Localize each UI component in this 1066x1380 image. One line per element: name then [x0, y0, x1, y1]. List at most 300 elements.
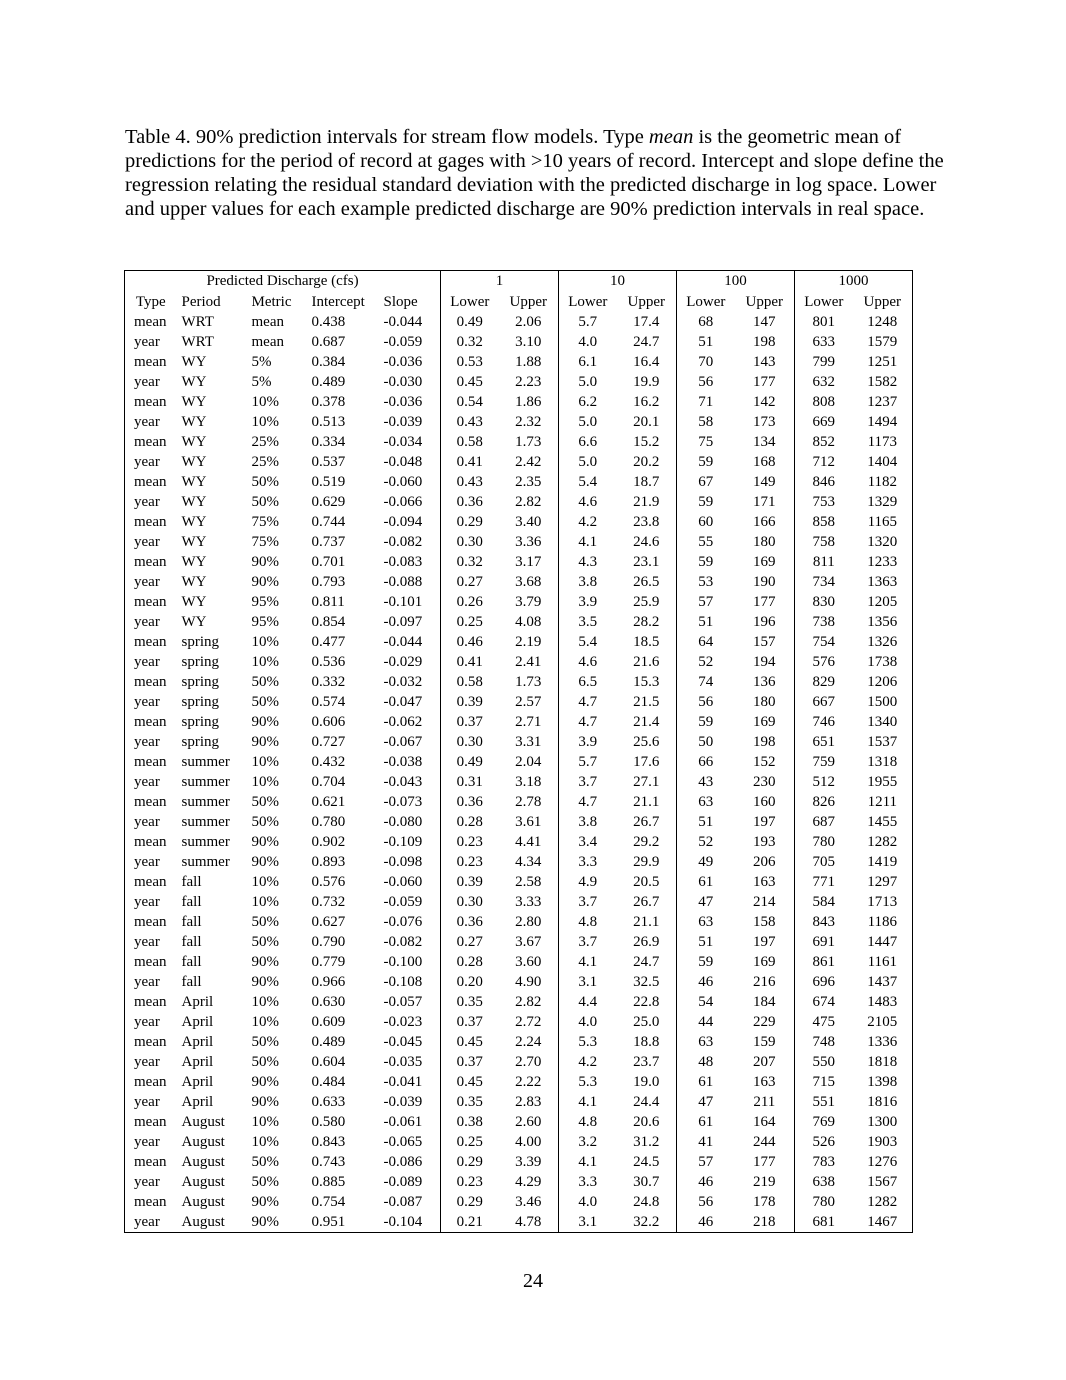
cell-upper-10: 21.1 — [633, 914, 660, 930]
cell-lower-1000: 771 — [795, 872, 853, 892]
cell-period: summer — [181, 794, 230, 810]
cell-slope: -0.023 — [383, 1014, 423, 1030]
cell-metric: 50% — [251, 1154, 279, 1170]
cell-lower-1: 0.27 — [441, 572, 499, 592]
discharge-group-1000: 1000 — [795, 271, 913, 293]
cell-upper-1000: 1282 — [867, 1194, 898, 1210]
cell-metric: 50% — [251, 914, 279, 930]
cell-slope: -0.098 — [383, 854, 423, 870]
cell-lower-10: 4.9 — [559, 872, 617, 892]
cell-intercept: 0.779 — [311, 954, 346, 970]
cell-lower-10: 4.7 — [559, 792, 617, 812]
cell-period: WY — [181, 534, 207, 550]
cell-metric: 10% — [251, 414, 279, 430]
cell-upper-10: 21.1 — [633, 794, 660, 810]
cell-period: WY — [181, 354, 207, 370]
cell-lower-10: 5.4 — [559, 472, 617, 492]
cell-intercept: 0.743 — [311, 1154, 346, 1170]
cell-lower-1000: 633 — [795, 332, 853, 352]
table-row — [125, 352, 913, 372]
cell-upper-10: 26.9 — [633, 934, 660, 950]
cell-upper-1000: 1326 — [867, 634, 898, 650]
cell-slope: -0.109 — [383, 834, 423, 850]
cell-upper-1: 3.79 — [515, 594, 542, 610]
cell-upper-1: 2.35 — [515, 474, 542, 490]
cell-metric: 10% — [251, 774, 279, 790]
cell-slope: -0.034 — [383, 434, 423, 450]
cell-lower-1000: 858 — [795, 512, 853, 532]
cell-lower-10: 5.4 — [559, 632, 617, 652]
cell-lower-1: 0.58 — [441, 432, 499, 452]
caption-text-1: Table 4. 90% prediction intervals for stream flow models. Type — [125, 126, 649, 148]
cell-upper-1000: 1182 — [867, 474, 898, 490]
cell-upper-10: 32.5 — [633, 974, 660, 990]
cell-slope: -0.104 — [383, 1214, 423, 1230]
cell-period: WY — [181, 474, 207, 490]
discharge-group-100: 100 — [677, 271, 795, 293]
cell-upper-100: 166 — [753, 514, 776, 530]
cell-upper-1000: 1233 — [867, 554, 898, 570]
cell-lower-10: 4.2 — [559, 1052, 617, 1072]
cell-upper-100: 152 — [753, 754, 776, 770]
cell-period: WY — [181, 454, 207, 470]
cell-lower-10: 5.7 — [559, 312, 617, 332]
cell-lower-10: 4.0 — [559, 1192, 617, 1212]
cell-lower-10: 3.7 — [559, 932, 617, 952]
cell-upper-100: 219 — [753, 1174, 776, 1190]
cell-lower-1000: 669 — [795, 412, 853, 432]
cell-intercept: 0.606 — [311, 714, 346, 730]
table-row — [125, 972, 913, 992]
cell-lower-1000: 551 — [795, 1092, 853, 1112]
cell-slope: -0.044 — [383, 314, 423, 330]
cell-metric: 50% — [251, 494, 279, 510]
cell-slope: -0.083 — [383, 554, 423, 570]
cell-period: summer — [181, 854, 230, 870]
cell-intercept: 0.793 — [311, 574, 346, 590]
cell-lower-100: 51 — [677, 812, 735, 832]
cell-period: August — [181, 1114, 225, 1130]
cell-lower-1: 0.54 — [441, 392, 499, 412]
cell-lower-10: 4.1 — [559, 532, 617, 552]
cell-type: mean — [134, 1194, 167, 1210]
table-row — [125, 812, 913, 832]
cell-lower-100: 48 — [677, 1052, 735, 1072]
cell-upper-1: 4.78 — [515, 1214, 542, 1230]
cell-upper-10: 20.5 — [633, 874, 660, 890]
cell-upper-1: 3.40 — [515, 514, 542, 530]
cell-metric: mean — [251, 314, 284, 330]
cell-lower-1000: 667 — [795, 692, 853, 712]
cell-lower-100: 54 — [677, 992, 735, 1012]
cell-metric: 50% — [251, 674, 279, 690]
cell-type: mean — [134, 354, 167, 370]
cell-upper-1000: 1248 — [867, 314, 898, 330]
cell-intercept: 0.629 — [311, 494, 346, 510]
cell-type: year — [134, 614, 160, 630]
cell-upper-1: 3.33 — [515, 894, 542, 910]
table-row — [125, 732, 913, 752]
table-row — [125, 452, 913, 472]
cell-upper-10: 21.5 — [633, 694, 660, 710]
cell-lower-1: 0.37 — [441, 712, 499, 732]
cell-metric: 95% — [251, 614, 279, 630]
cell-slope: -0.108 — [383, 974, 423, 990]
cell-lower-1000: 691 — [795, 932, 853, 952]
cell-upper-1: 4.90 — [515, 974, 542, 990]
cell-upper-1000: 1537 — [867, 734, 898, 750]
header-row-columns — [125, 292, 913, 312]
cell-type: mean — [134, 634, 167, 650]
cell-upper-1: 4.00 — [515, 1134, 542, 1150]
cell-upper-10: 24.6 — [633, 534, 660, 550]
cell-upper-100: 214 — [753, 894, 776, 910]
cell-intercept: 0.484 — [311, 1074, 346, 1090]
cell-lower-1000: 852 — [795, 432, 853, 452]
cell-intercept: 0.630 — [311, 994, 346, 1010]
cell-slope: -0.088 — [383, 574, 423, 590]
cell-slope: -0.101 — [383, 594, 423, 610]
cell-type: mean — [134, 954, 167, 970]
cell-slope: -0.066 — [383, 494, 423, 510]
cell-upper-1000: 1300 — [867, 1114, 898, 1130]
cell-lower-10: 3.1 — [559, 972, 617, 992]
table-row — [125, 792, 913, 812]
column-header-type: Type — [135, 294, 166, 310]
cell-upper-10: 17.6 — [633, 754, 660, 770]
cell-upper-100: 180 — [753, 534, 776, 550]
cell-lower-100: 44 — [677, 1012, 735, 1032]
cell-upper-1: 2.22 — [515, 1074, 542, 1090]
cell-upper-1: 1.73 — [515, 434, 542, 450]
cell-slope: -0.048 — [383, 454, 423, 470]
cell-type: year — [134, 774, 160, 790]
cell-upper-10: 32.2 — [633, 1214, 660, 1230]
cell-upper-1: 2.04 — [515, 754, 542, 770]
cell-upper-1000: 1467 — [867, 1214, 898, 1230]
cell-metric: 90% — [251, 854, 279, 870]
cell-type: mean — [134, 714, 167, 730]
cell-intercept: 0.438 — [311, 314, 346, 330]
cell-lower-100: 74 — [677, 672, 735, 692]
cell-lower-1000: 696 — [795, 972, 853, 992]
cell-lower-100: 51 — [677, 332, 735, 352]
cell-metric: 50% — [251, 474, 279, 490]
table-row — [125, 992, 913, 1012]
cell-lower-100: 59 — [677, 452, 735, 472]
cell-upper-100: 164 — [753, 1114, 776, 1130]
cell-period: fall — [181, 974, 202, 990]
table-row — [125, 912, 913, 932]
cell-period: spring — [181, 634, 219, 650]
cell-lower-10: 4.8 — [559, 912, 617, 932]
table-row — [125, 1212, 913, 1233]
cell-lower-1: 0.43 — [441, 412, 499, 432]
cell-upper-100: 177 — [753, 374, 776, 390]
cell-type: year — [134, 934, 160, 950]
cell-lower-1000: 780 — [795, 832, 853, 852]
table-row — [125, 752, 913, 772]
cell-intercept: 0.332 — [311, 674, 346, 690]
cell-upper-1000: 1818 — [867, 1054, 898, 1070]
cell-upper-1000: 1363 — [867, 574, 898, 590]
cell-period: WY — [181, 394, 207, 410]
cell-period: WY — [181, 374, 207, 390]
cell-intercept: 0.537 — [311, 454, 346, 470]
cell-metric: 10% — [251, 1134, 279, 1150]
cell-upper-1000: 1318 — [867, 754, 898, 770]
cell-upper-1: 2.58 — [515, 874, 542, 890]
cell-metric: 95% — [251, 594, 279, 610]
cell-slope: -0.087 — [383, 1194, 423, 1210]
cell-lower-100: 60 — [677, 512, 735, 532]
cell-upper-100: 198 — [753, 734, 776, 750]
cell-slope: -0.067 — [383, 734, 423, 750]
cell-lower-1: 0.41 — [441, 452, 499, 472]
cell-period: August — [181, 1154, 225, 1170]
table-row — [125, 832, 913, 852]
cell-slope: -0.036 — [383, 394, 423, 410]
cell-lower-10: 5.0 — [559, 452, 617, 472]
cell-lower-1: 0.49 — [441, 312, 499, 332]
cell-lower-10: 3.3 — [559, 852, 617, 872]
cell-lower-1: 0.58 — [441, 672, 499, 692]
cell-upper-100: 184 — [753, 994, 776, 1010]
cell-upper-1000: 1320 — [867, 534, 898, 550]
cell-upper-10: 24.4 — [633, 1094, 660, 1110]
page-number: 24 — [523, 1270, 543, 1292]
cell-metric: 90% — [251, 954, 279, 970]
cell-upper-1000: 1251 — [867, 354, 898, 370]
cell-upper-1: 2.60 — [515, 1114, 542, 1130]
table-row — [125, 432, 913, 452]
cell-upper-100: 197 — [753, 934, 776, 950]
cell-period: April — [181, 994, 214, 1010]
cell-upper-10: 19.0 — [633, 1074, 660, 1090]
cell-upper-1: 2.71 — [515, 714, 542, 730]
cell-slope: -0.089 — [383, 1174, 423, 1190]
cell-lower-100: 64 — [677, 632, 735, 652]
cell-lower-1000: 734 — [795, 572, 853, 592]
cell-lower-1: 0.49 — [441, 752, 499, 772]
cell-lower-1000: 526 — [795, 1132, 853, 1152]
cell-upper-1000: 1340 — [867, 714, 898, 730]
column-header-upper-1000: Upper — [863, 294, 902, 310]
cell-period: April — [181, 1054, 214, 1070]
cell-upper-1000: 1276 — [867, 1154, 898, 1170]
cell-lower-1000: 843 — [795, 912, 853, 932]
table-row — [125, 932, 913, 952]
cell-period: August — [181, 1194, 225, 1210]
table-row — [125, 772, 913, 792]
cell-lower-100: 59 — [677, 492, 735, 512]
cell-metric: 50% — [251, 1054, 279, 1070]
cell-period: WRT — [181, 314, 214, 330]
cell-slope: -0.044 — [383, 634, 423, 650]
cell-lower-100: 63 — [677, 912, 735, 932]
cell-intercept: 0.966 — [311, 974, 346, 990]
cell-type: year — [134, 734, 160, 750]
cell-upper-10: 26.7 — [633, 814, 660, 830]
cell-lower-100: 56 — [677, 692, 735, 712]
table-row — [125, 1012, 913, 1032]
cell-period: WY — [181, 434, 207, 450]
cell-period: spring — [181, 734, 219, 750]
cell-lower-10: 4.0 — [559, 1012, 617, 1032]
cell-intercept: 0.704 — [311, 774, 346, 790]
cell-period: August — [181, 1134, 225, 1150]
cell-type: mean — [134, 314, 167, 330]
cell-upper-1: 1.88 — [515, 354, 542, 370]
cell-upper-100: 207 — [753, 1054, 776, 1070]
cell-upper-100: 193 — [753, 834, 776, 850]
cell-upper-100: 169 — [753, 954, 776, 970]
cell-lower-100: 59 — [677, 552, 735, 572]
cell-metric: 50% — [251, 794, 279, 810]
table-row — [125, 592, 913, 612]
cell-intercept: 0.536 — [311, 654, 346, 670]
cell-lower-100: 47 — [677, 892, 735, 912]
cell-upper-1: 2.80 — [515, 914, 542, 930]
cell-lower-1: 0.28 — [441, 812, 499, 832]
cell-period: fall — [181, 874, 202, 890]
cell-lower-100: 75 — [677, 432, 735, 452]
cell-upper-10: 21.9 — [633, 494, 660, 510]
cell-period: spring — [181, 674, 219, 690]
cell-upper-1000: 1955 — [867, 774, 898, 790]
cell-metric: 10% — [251, 994, 279, 1010]
cell-upper-100: 211 — [753, 1094, 776, 1110]
cell-type: year — [134, 1134, 160, 1150]
cell-metric: 90% — [251, 834, 279, 850]
cell-lower-10: 3.2 — [559, 1132, 617, 1152]
column-header-metric: Metric — [251, 294, 292, 310]
cell-type: year — [134, 1214, 160, 1230]
cell-upper-100: 169 — [753, 714, 776, 730]
cell-slope: -0.073 — [383, 794, 423, 810]
cell-intercept: 0.854 — [311, 614, 346, 630]
cell-lower-1000: 829 — [795, 672, 853, 692]
column-header-lower-1000: Lower — [795, 292, 853, 312]
cell-lower-1000: 475 — [795, 1012, 853, 1032]
cell-lower-100: 61 — [677, 1072, 735, 1092]
cell-period: WY — [181, 514, 207, 530]
cell-type: mean — [134, 1154, 167, 1170]
cell-lower-1000: 712 — [795, 452, 853, 472]
table-row — [125, 332, 913, 352]
cell-lower-1: 0.37 — [441, 1012, 499, 1032]
cell-lower-100: 46 — [677, 972, 735, 992]
cell-upper-100: 159 — [753, 1034, 776, 1050]
column-header-slope: Slope — [383, 294, 418, 310]
cell-lower-1: 0.21 — [441, 1212, 499, 1233]
cell-upper-1: 3.39 — [515, 1154, 542, 1170]
cell-upper-10: 26.5 — [633, 574, 660, 590]
cell-lower-10: 4.3 — [559, 552, 617, 572]
cell-lower-1: 0.26 — [441, 592, 499, 612]
cell-type: year — [134, 814, 160, 830]
cell-lower-1: 0.45 — [441, 372, 499, 392]
cell-lower-1: 0.36 — [441, 492, 499, 512]
cell-type: year — [134, 534, 160, 550]
cell-upper-1: 2.78 — [515, 794, 542, 810]
cell-lower-100: 52 — [677, 652, 735, 672]
cell-lower-100: 57 — [677, 592, 735, 612]
cell-upper-100: 216 — [753, 974, 776, 990]
cell-intercept: 0.519 — [311, 474, 346, 490]
cell-lower-100: 59 — [677, 712, 735, 732]
cell-lower-1000: 801 — [795, 312, 853, 332]
cell-upper-1: 2.83 — [515, 1094, 542, 1110]
cell-lower-1000: 759 — [795, 752, 853, 772]
cell-slope: -0.032 — [383, 674, 423, 690]
cell-type: mean — [134, 1074, 167, 1090]
cell-upper-1: 4.34 — [515, 854, 542, 870]
cell-type: mean — [134, 1114, 167, 1130]
cell-upper-1: 2.70 — [515, 1054, 542, 1070]
cell-upper-1: 3.18 — [515, 774, 542, 790]
cell-type: year — [134, 374, 160, 390]
cell-upper-1000: 1186 — [867, 914, 898, 930]
cell-lower-1000: 769 — [795, 1112, 853, 1132]
cell-upper-100: 149 — [753, 474, 776, 490]
cell-lower-10: 4.1 — [559, 952, 617, 972]
cell-upper-10: 23.1 — [633, 554, 660, 570]
cell-type: mean — [134, 474, 167, 490]
cell-metric: 25% — [251, 454, 279, 470]
table-row — [125, 652, 913, 672]
cell-upper-10: 28.2 — [633, 614, 660, 630]
cell-lower-1000: 846 — [795, 472, 853, 492]
table-row — [125, 712, 913, 732]
cell-upper-1000: 1398 — [867, 1074, 898, 1090]
cell-upper-10: 24.7 — [633, 334, 660, 350]
cell-intercept: 0.633 — [311, 1094, 346, 1110]
cell-upper-100: 180 — [753, 694, 776, 710]
cell-intercept: 0.627 — [311, 914, 346, 930]
column-header-lower-10: Lower — [559, 292, 617, 312]
cell-upper-1: 2.24 — [515, 1034, 542, 1050]
cell-period: August — [181, 1214, 225, 1230]
cell-lower-100: 57 — [677, 1152, 735, 1172]
cell-lower-1000: 830 — [795, 592, 853, 612]
cell-lower-1: 0.23 — [441, 852, 499, 872]
cell-upper-1: 2.57 — [515, 694, 542, 710]
cell-lower-1: 0.29 — [441, 1152, 499, 1172]
cell-intercept: 0.477 — [311, 634, 346, 650]
cell-period: WY — [181, 414, 207, 430]
cell-metric: 5% — [251, 374, 272, 390]
cell-upper-10: 17.4 — [633, 314, 660, 330]
cell-upper-1000: 1165 — [867, 514, 898, 530]
cell-upper-1000: 1582 — [867, 374, 898, 390]
cell-intercept: 0.843 — [311, 1134, 346, 1150]
cell-upper-1: 3.60 — [515, 954, 542, 970]
cell-upper-100: 173 — [753, 414, 776, 430]
cell-lower-1: 0.32 — [441, 552, 499, 572]
cell-metric: 50% — [251, 694, 279, 710]
cell-intercept: 0.780 — [311, 814, 346, 830]
table-row — [125, 412, 913, 432]
table-row — [125, 372, 913, 392]
cell-lower-1000: 861 — [795, 952, 853, 972]
cell-lower-100: 56 — [677, 1192, 735, 1212]
cell-upper-1: 1.86 — [515, 394, 542, 410]
cell-lower-10: 6.1 — [559, 352, 617, 372]
cell-lower-1: 0.30 — [441, 892, 499, 912]
table-row — [125, 1052, 913, 1072]
cell-intercept: 0.732 — [311, 894, 346, 910]
